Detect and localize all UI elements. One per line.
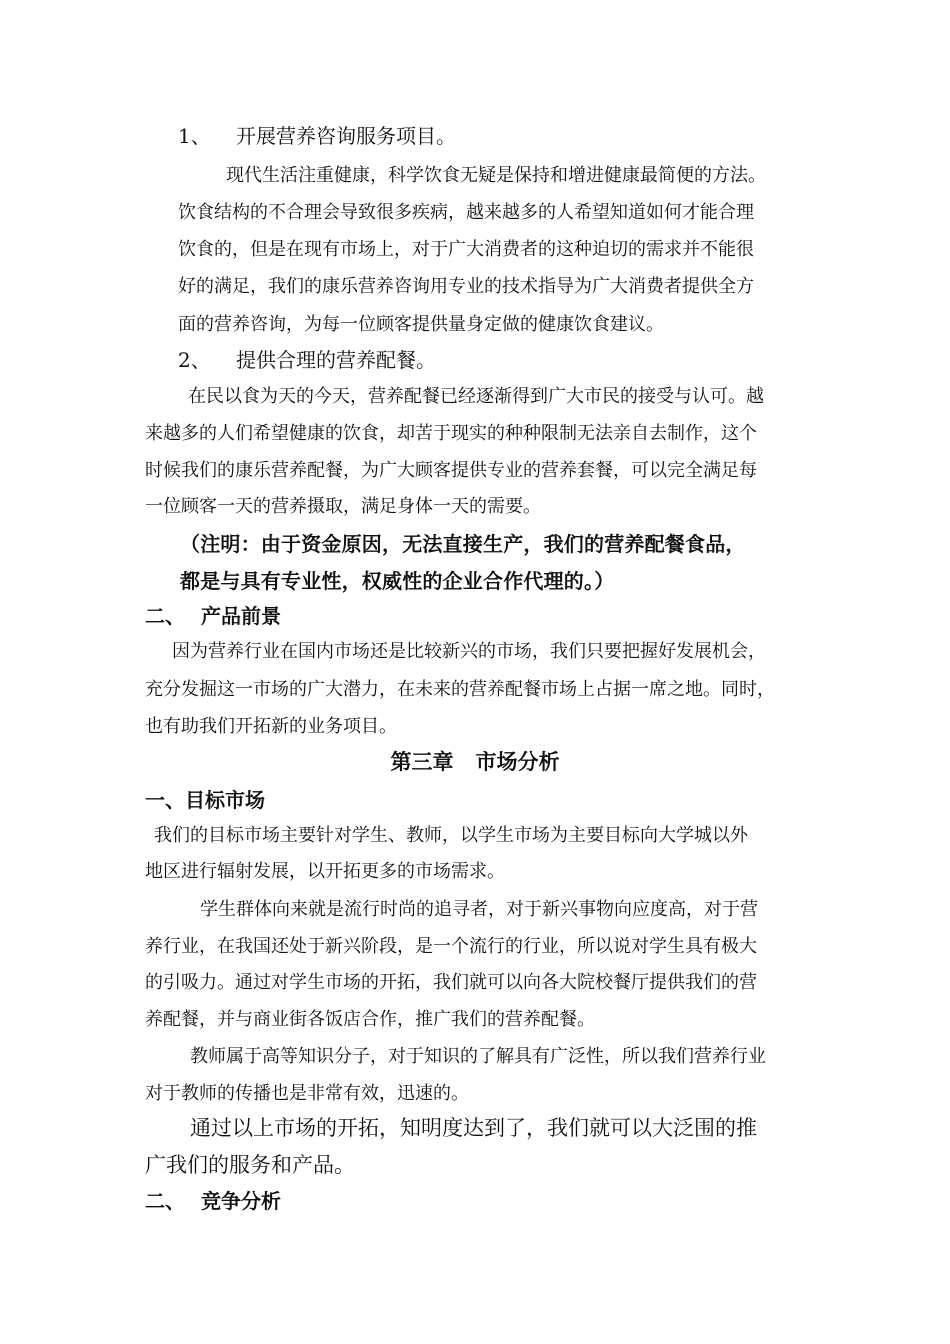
chapter-label: 第三章 xyxy=(390,749,454,774)
section-title: 竞争分析 xyxy=(201,1189,281,1213)
paragraph-line: 地区进行辐射发展，以开拓更多的市场需求。 xyxy=(145,861,505,882)
paragraph-line: 面的营养咨询，为每一位顾客提供量身定做的健康饮食建议。 xyxy=(178,314,664,335)
note-line: 都是与具有专业性，权威性的企业合作代理的。） xyxy=(180,569,615,593)
section-heading-competition xyxy=(145,1189,281,1213)
section-title: 产品前景 xyxy=(201,604,281,628)
paragraph-line: 学生群体向来就是流行时尚的追寻者，对于新兴事物向应度高，对于营 xyxy=(200,899,758,920)
paragraph-line: 一位顾客一天的营养摄取，满足身体一天的需要。 xyxy=(145,496,541,517)
section-heading-product-prospect xyxy=(145,604,281,628)
chapter-title xyxy=(0,750,950,774)
paragraph-line: 饮食的，但是在现有市场上，对于广大消费者的这种迫切的需求并不能很 xyxy=(178,239,754,260)
paragraph-line: 来越多的人们希望健康的饮食，却苦于现实的种种限制无法亲自去制作，这个 xyxy=(145,423,757,444)
list-item-1 xyxy=(178,124,456,148)
paragraph-line: 养行业，在我国还处于新兴阶段，是一个流行的行业，所以说对学生具有极大 xyxy=(145,936,757,957)
paragraph-line: 充分发掘这一市场的广大潜力，在未来的营养配餐市场上占据一席之地。同时， xyxy=(145,679,775,700)
paragraph-line: 教师属于高等知识分子，对于知识的了解具有广泛性，所以我们营养行业 xyxy=(190,1046,766,1067)
paragraph-line: 我们的目标市场主要针对学生、教师，以学生市场为主要目标向大学城以外 xyxy=(154,825,748,846)
paragraph-line: 现代生活注重健康，科学饮食无疑是保持和增进健康最简便的方法。 xyxy=(226,165,766,186)
paragraph-line: 广我们的服务和产品。 xyxy=(145,1153,355,1177)
chapter-name: 市场分析 xyxy=(475,749,560,774)
paragraph-line: 因为营养行业在国内市场还是比较新兴的市场，我们只要把握好发展机会， xyxy=(172,641,766,662)
note-line: （注明：由于资金原因，无法直接生产，我们的营养配餐食品， xyxy=(180,532,746,556)
list-item-title: 开展营养咨询服务项目。 xyxy=(236,124,456,148)
paragraph-line: 饮食结构的不合理会导致很多疾病，越来越多的人希望知道如何才能合理 xyxy=(178,202,754,223)
list-item-title: 提供合理的营养配餐。 xyxy=(236,348,436,372)
section-number: 二、 xyxy=(145,604,185,628)
paragraph-line: 通过以上市场的开拓，知明度达到了，我们就可以大泛围的推 xyxy=(190,1116,757,1140)
paragraph-line: 在民以食为天的今天，营养配餐已经逐渐得到广大市民的接受与认可。越 xyxy=(188,386,764,407)
list-item-number: 1、 xyxy=(178,124,211,148)
paragraph-line: 时候我们的康乐营养配餐，为广大顾客提供专业的营养套餐，可以完全满足每 xyxy=(145,460,757,481)
paragraph-line: 的引吸力。通过对学生市场的开拓，我们就可以向各大院校餐厅提供我们的营 xyxy=(145,972,757,993)
section-number: 二、 xyxy=(145,1189,185,1213)
list-item-number: 2、 xyxy=(178,348,211,372)
paragraph-line: 养配餐，并与商业街各饭店合作，推广我们的营养配餐。 xyxy=(145,1009,595,1030)
list-item-2 xyxy=(178,348,436,372)
paragraph-line: 也有助我们开拓新的业务项目。 xyxy=(145,716,397,737)
paragraph-line: 对于教师的传播也是非常有效，迅速的。 xyxy=(145,1083,469,1104)
section-heading-target-market: 一、目标市场 xyxy=(145,788,265,812)
paragraph-line: 好的满足，我们的康乐营养咨询用专业的技术指导为广大消费者提供全方 xyxy=(178,276,754,297)
